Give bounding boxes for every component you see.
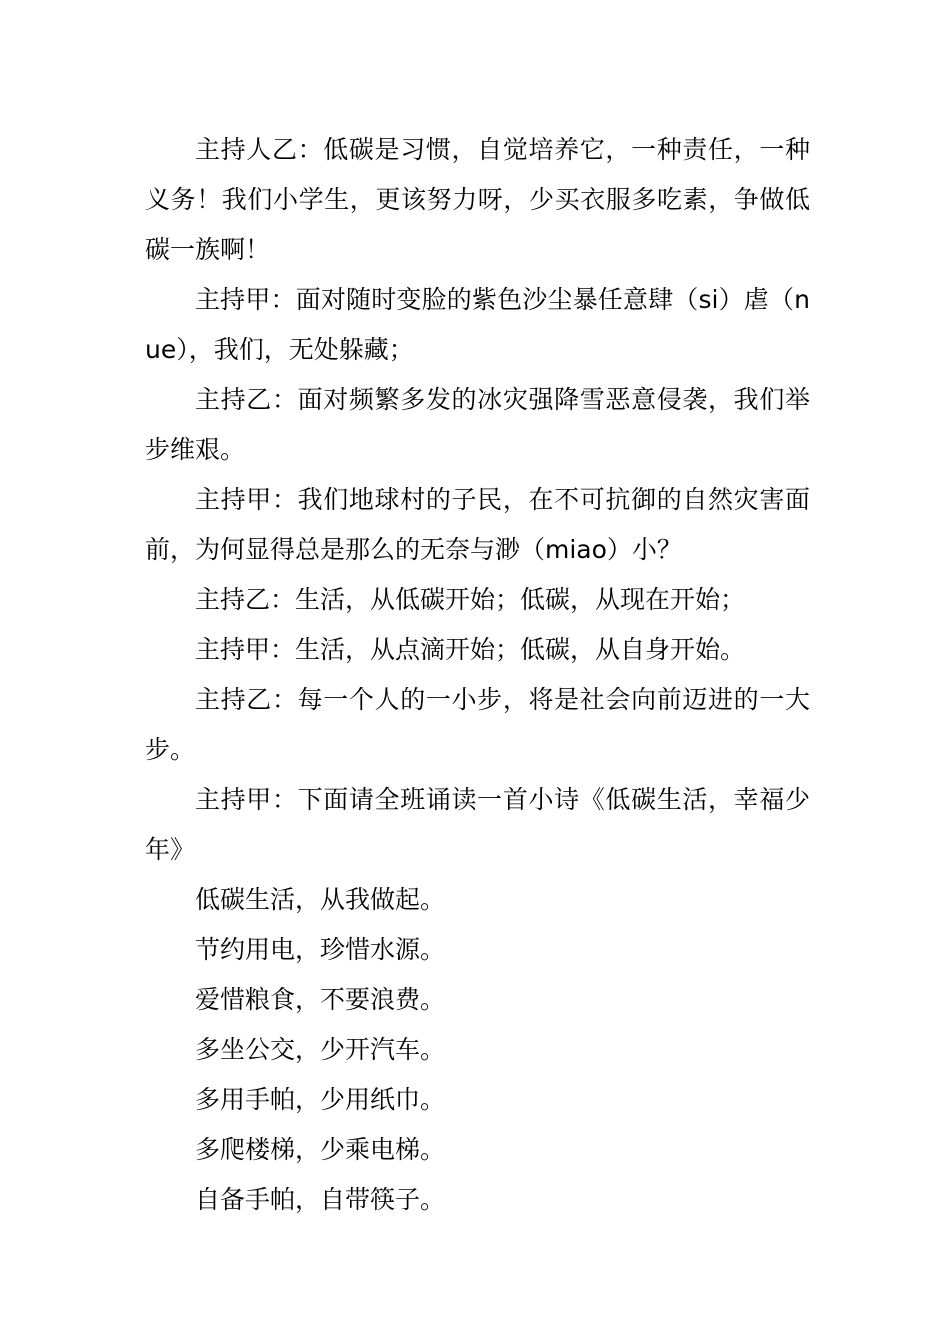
poem-line: 节约用电，珍惜水源。 [195, 935, 446, 964]
poem-line: 多坐公交，少开汽车。 [195, 1035, 446, 1064]
paragraph-host-a-poem-intro: 主持甲：下面请全班诵读一首小诗《低碳生活，幸福少年》 [145, 785, 810, 864]
paragraph-host-b-big-step: 主持乙：每一个人的一小步，将是社会向前迈进的一大步。 [145, 685, 810, 764]
paragraph-host-a-sandstorm: 主持甲：面对随时变脸的紫色沙尘暴任意肆（si）虐（nue），我们，无处躲藏； [145, 285, 810, 364]
paragraph-host-a-start-self: 主持甲：生活，从点滴开始；低碳，从自身开始。 [195, 635, 746, 664]
paragraph-host-a-disaster: 主持甲：我们地球村的子民，在不可抗御的自然灾害面前，为何显得总是那么的无奈与渺（miao）小？ [145, 485, 810, 564]
paragraph-host-b-intro: 主持人乙：低碳是习惯，自觉培养它，一种责任，一种义务！我们小学生，更该努力呀，少买衣服多吃素，争做低碳一族啊！ [145, 135, 810, 264]
paragraph-host-b-start-now: 主持乙：生活，从低碳开始；低碳，从现在开始； [195, 585, 746, 614]
poem-line: 自备手帕，自带筷子。 [195, 1185, 446, 1214]
document-page [145, 125, 810, 1225]
paragraph-host-b-snow: 主持乙：面对频繁多发的冰灾强降雪恶意侵袭，我们举步维艰。 [145, 385, 810, 464]
poem-line: 多用手帕，少用纸巾。 [195, 1085, 446, 1114]
poem-line: 低碳生活，从我做起。 [195, 885, 446, 914]
poem-line: 多爬楼梯，少乘电梯。 [195, 1135, 446, 1164]
poem-line: 爱惜粮食，不要浪费。 [195, 985, 446, 1014]
